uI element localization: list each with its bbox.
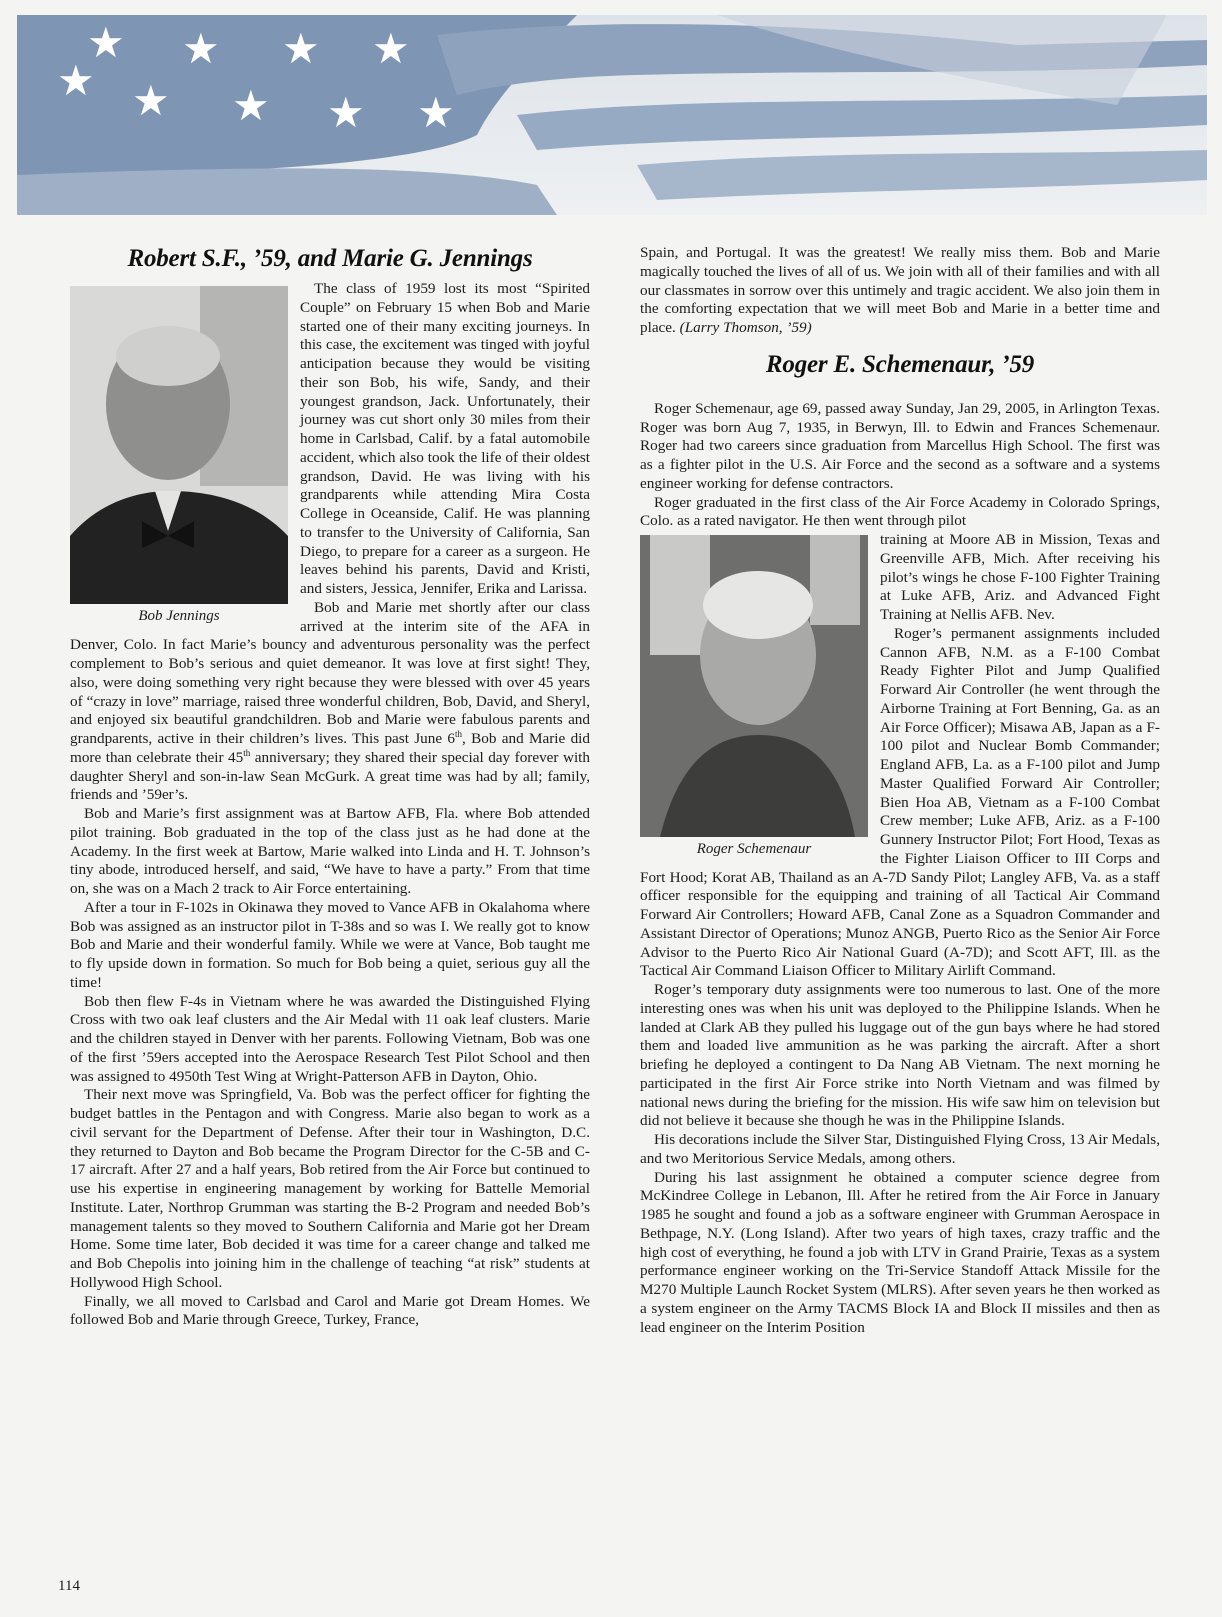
photo-caption-roger-schemenaur: Roger Schemenaur — [696, 841, 812, 857]
left-column — [70, 244, 590, 1330]
ordinal-suffix: th — [243, 747, 251, 758]
star-icon: ★ — [132, 76, 170, 125]
byline: (Larry Thomson, ’59) — [679, 319, 812, 336]
paragraph-text: , Bob and Marie did more than celebrate their 45 — [70, 730, 590, 766]
paragraph: training at Moore AB in Mission, Texas and Greenville AFB, Mich. After receiving his pilot’s wings he chose F-100 Fighter Training at Luke AFB, Ariz. and Advanced Fight Training at Nellis AFB. Nev. — [880, 531, 1160, 623]
photo-bob-jennings — [70, 286, 288, 626]
star-icon: ★ — [282, 24, 320, 73]
paragraph-text: Spain, and Portugal. It was the greatest! We really miss them. Bob and Marie magically touched the lives of all of us. We join with all of their families and with all our classmates in sorrow over this untimely and tragic accident. We also join them in the comforting expectation that we will meet Bob and Marie in a better time and place. — [640, 244, 1160, 336]
paragraph: The class of 1959 lost its most “Spirited Couple” on February 15 when Bob and Marie started one of their many exciting journeys. In this case, the excitement was tinged with joyful anticipation because they would be visiting their son Bob, his wife, Sandy, and their youngest grandson, Jack. Unfortunately, their journey was cut short only 30 miles from their home in Carlsbad, Calif. by a fatal automobile accident, which also took the life of their oldest grandson, David. He was living with his grandparents while attending Mira Costa College in Oceanside, Calif. He was planning to transfer to the University of California, San Diego, to prepare for a career as a surgeon. He leaves behind his parents, David and Kristi, and sisters, Jessica, Jennifer, Erika and Larissa. — [300, 280, 590, 597]
star-icon: ★ — [182, 24, 220, 73]
paragraph: During his last assignment he obtained a computer science degree from McKindree College in Lebanon, Ill. After he retired from the Air Force in January 1985 he sought and found a job as a software engineer with Grumman Aerospace in Bethpage, N.Y. (Long Island). After two years of high taxes, crazy traffic and the high cost of everything, he found a job with LTV in Grand Prairie, Texas as a system performance engineer working on the Tri-Service Standoff Attack Missile for the M270 Multiple Launch Rocket System (MLRS). After seven years he then worked as a system engineer on the Army TACMS Block IA and Block II missiles and then as lead engineer on the Interim Position — [640, 1168, 1160, 1336]
page-number: 114 — [58, 1578, 80, 1594]
star-icon: ★ — [417, 88, 455, 137]
flag-illustration — [17, 15, 1207, 215]
star-icon: ★ — [232, 81, 270, 130]
article-title-jennings: Robert S.F., ’59, and Marie G. Jennings — [127, 245, 533, 272]
continuation-paragraph — [640, 244, 1160, 338]
flag-banner — [17, 15, 1207, 215]
paragraph: Roger’s temporary duty assignments were too numerous to last. One of the more interesting ones was when his unit was deployed to the Philippine Islands. When he landed at Clark AB they pulled his luggage out of the gun bays where he had stored them and loaded live ammunition as he was parking the aircraft. After a short briefing he deployed a contingent to Da Nang AB Vietnam. The next morning he participated in the first Air Force strike into North Vietnam and was filmed by national news during the briefing for the mission. His wife saw him on television but did not believe it because she though he was in the Philippine Islands. — [640, 981, 1160, 1130]
paragraph: Their next move was Springfield, Va. Bob was the perfect officer for fighting the budget battles in the Pentagon and with Congress. Marie also began to work as a civil servant for the Department of Defense. After their tour in Washington, D.C. they returned to Dayton and Bob became the Program Director for the C-5B and C-17 aircraft. After 27 and a half years, Bob retired from the Air Force but continued to use his expertise in engineering management by working for Battelle Memorial Institute. Later, Northrop Grumman was starting the B-2 Program and needed Bob’s management talents so they moved to Southern California and Marie got her Dream Home. Some time later, Bob decided it was time for a career change and talked me and Bob Chepolis into joining him in the challenge of teaching “at risk” students at Hollywood High School. — [70, 1086, 590, 1291]
paragraph: Finally, we all moved to Carlsbad and Carol and Marie got Dream Homes. We followed Bob and Marie through Greece, Turkey, France, — [70, 1292, 590, 1329]
photo-roger-schemenaur — [640, 535, 868, 859]
paragraph-text: Bob and Marie met shortly after our class arrived at the interim site of the AFA in Denver, Colo. In fact Marie’s bouncy and adventurous personality was the perfect complement to Bob’s serious and quiet demeanor. It was love at first sight! They, also, were doing something very right because they were blessed with over 45 years of “crazy in love” marriage, raised three wonderful children, Bob, David, and Sheryl, and enjoyed six beautiful grandchildren. Bob and Marie were fabulous parents and grandparents, active in their children’s lives. This past June 6 — [70, 598, 590, 747]
ordinal-suffix: th — [454, 728, 462, 739]
portrait-bob-jennings — [70, 286, 288, 604]
right-column — [640, 244, 1160, 1337]
star-icon: ★ — [372, 24, 410, 73]
photo-caption-bob-jennings: Bob Jennings — [138, 608, 220, 624]
star-icon: ★ — [87, 18, 125, 67]
paragraph: Roger graduated in the first class of the Air Force Academy in Colorado Springs, Colo. as a rated navigator. He then went through pilot — [640, 493, 1160, 530]
star-icon: ★ — [327, 88, 365, 137]
paragraph: Roger Schemenaur, age 69, passed away Sunday, Jan 29, 2005, in Arlington Texas. Roger was born Aug 7, 1935, in Berwyn, Ill. to Edwin and Frances Schemenaur. Roger had two careers since graduation from Marcellus High School. The first was as a fighter pilot in the U.S. Air Force and the second as a software and a systems engineer working for defense contractors. — [640, 399, 1160, 492]
paragraph: After a tour in F-102s in Okinawa they moved to Vance AFB in Okalahoma where Bob was assigned as an instructor pilot in T-38s and so was I. We really got to know Bob and Marie and their wonderful family. While we were at Vance, Bob taught me to fly upside down in formation. So much for Bob being a quiet, serious guy all the time! — [70, 898, 590, 991]
paragraph — [70, 599, 590, 805]
portrait-roger-schemenaur — [640, 535, 868, 837]
paragraph: Bob then flew F-4s in Vietnam where he was awarded the Distinguished Flying Cross with two oak leaf clusters and the Air Medal with 11 oak leaf clusters. Marie and the children stayed in Denver with her parents. Following Vietnam, Bob was one of the first ’59ers accepted into the Aerospace Research Test Pilot School and then was assigned to 4950th Test Wing at Wright-Patterson AFB in Dayton, Ohio. — [70, 992, 590, 1085]
paragraph-text: anniversary; they shared their special day forever with daughter Sheryl and son-in-law Sean McGurk. A great time was had by all; family, friends and ’59er’s. — [70, 748, 590, 804]
paragraph: Roger’s permanent assignments included Cannon AFB, N.M. as a F-100 Combat Ready Fighter Pilot and Jump Qualified Forward Air Controller (he went through the Airborne Training at Fort Benning, Ga. as an Air Force Officer); Misawa AB, Japan as a F-100 pilot and Nuclear Bomb Commander; England AFB, La. as a F-100 pilot and Jump Master Qualified Forward Air Controller; Bien Hoa AB, Vietnam as a F-100 Combat Crew member; Luke AFB, Ariz. as a F-100 Gunnery Instructor Pilot; Fort Hood, Texas as the Fighter Liaison Officer to III Corps and Fort Hood; Korat AB, Thailand as an A-7D Sandy Pilot; Langley AFB, Va. as a staff officer responsible for the equipping and training of all Tactical Air Command Forward Air Controllers; Howard AFB, Canal Zone as a Squadron Commander and Assistant Director of Operations; Munoz ANGB, Puerto Rico as the Senior Air Force Advisor to the Puerto Rico Air National Guard (A-7D); and Scott AFT, Ill. as the Tactical Air Command Liaison Officer to Military Airlift Command. — [640, 624, 1160, 980]
paragraph: Bob and Marie’s first assignment was at Bartow AFB, Fla. where Bob attended pilot training. Bob graduated in the top of the class just as he had done at the Academy. In the first week at Bartow, Marie walked into Linda and H. T. Johnson’s tiny abode, introduced herself, and said, “We have to have a party.” From that time on, she was on a Mach 2 track to Air Force entertaining. — [70, 805, 590, 897]
article-title-schemenaur: Roger E. Schemenaur, ’59 — [765, 350, 1035, 378]
star-icon: ★ — [57, 56, 95, 105]
paragraph: His decorations include the Silver Star, Distinguished Flying Cross, 13 Air Medals, and two Meritorious Service Medals, among others. — [640, 1131, 1160, 1167]
